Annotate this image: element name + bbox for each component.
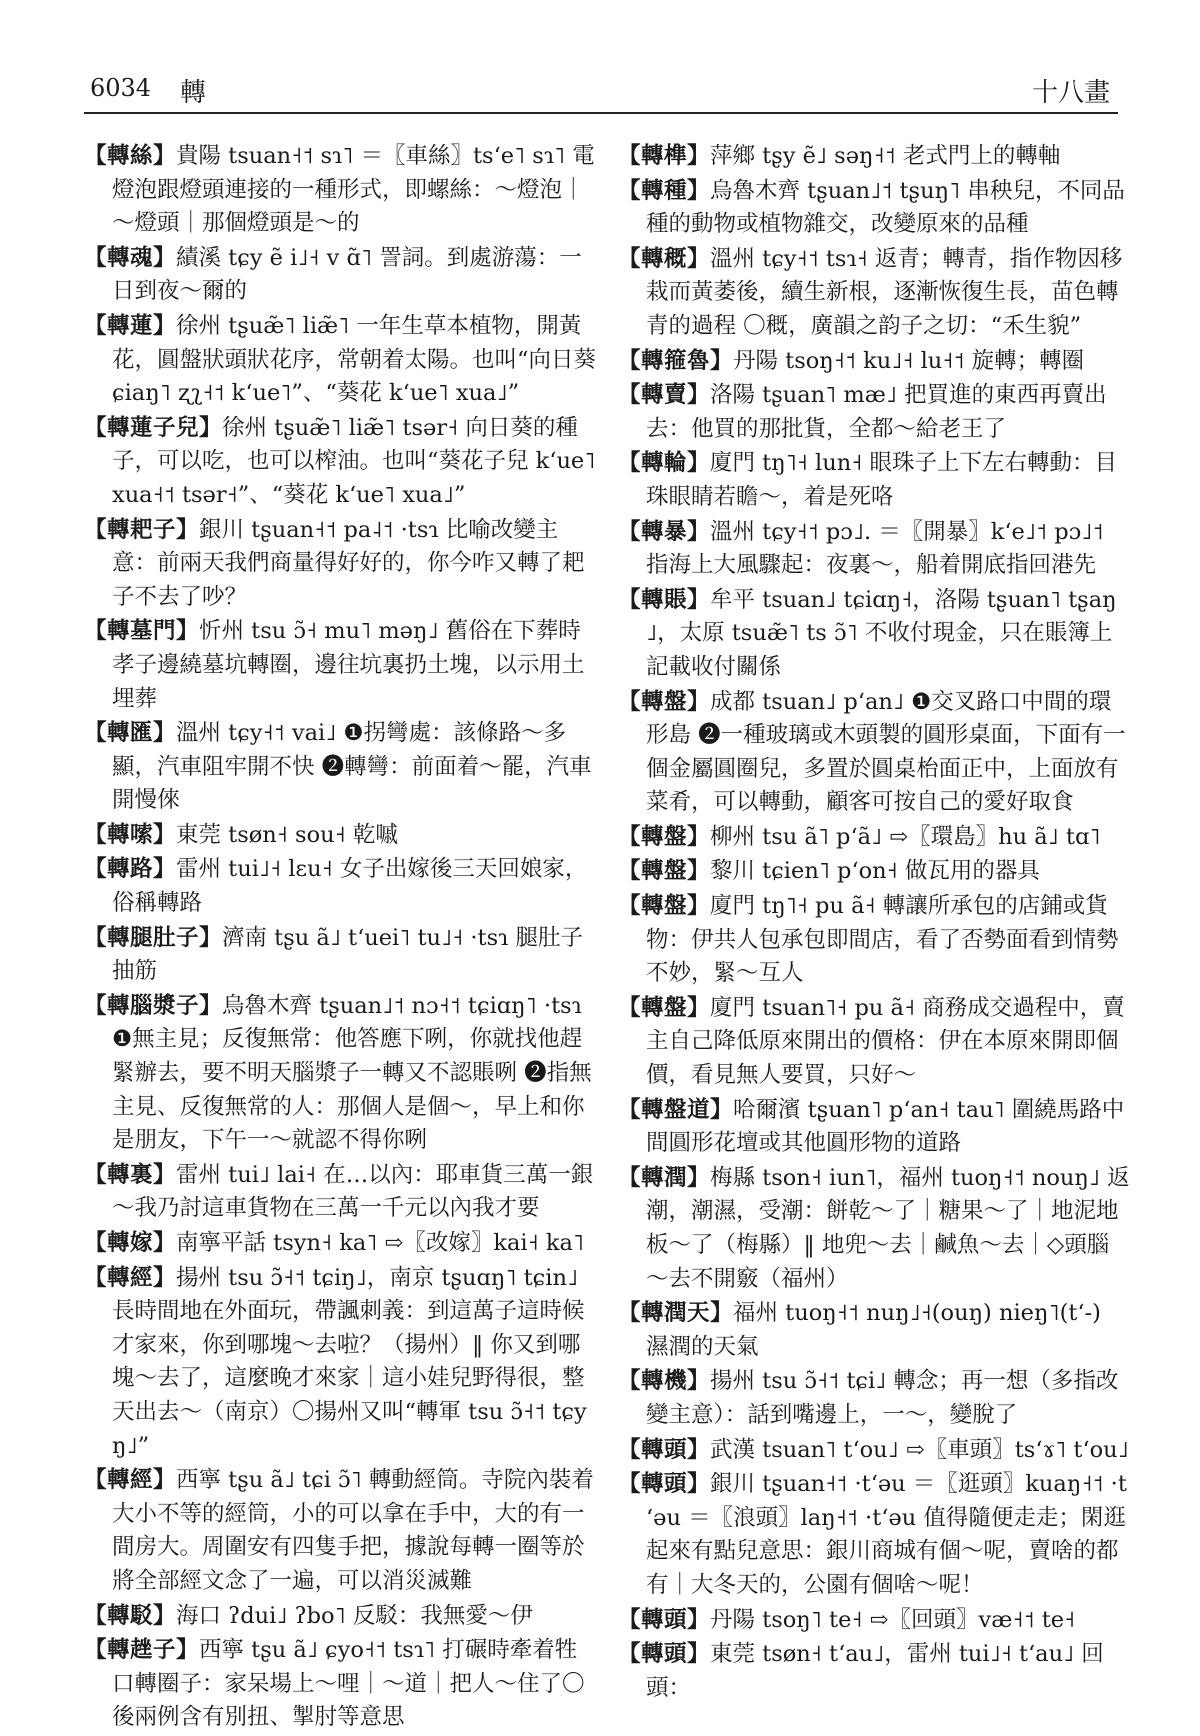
entry-headword: 【轉機】 [618, 1368, 711, 1395]
entry-headword: 【轉頭】 [618, 1641, 711, 1668]
entry-definition: 績溪 tɕy ẽ i˩˧ v ɑ̃˥ 詈詞。到處游蕩：一日到夜～爾的 [112, 244, 582, 305]
entry-definition: 黎川 tɕien˥ pʻon˧ 做瓦用的器具 [710, 858, 1040, 885]
entry-definition: 西寧 tʂu ã˩ ɕyo˧˦ tsɿ˥ 打碾時牽着牲口轉圈子：家呆場上～哩｜～道｜把人～住了〇後兩例含有別扭、掣肘等意思 [112, 1637, 585, 1731]
entry-definition: 雷州 tui˩ lai˧ 在…以內：耶車貨三萬一銀～我乃討這車貨物在三萬一千元以內我才要 [112, 1161, 594, 1222]
dictionary-entry [618, 345, 1130, 379]
dictionary-entry [618, 447, 1130, 514]
dictionary-entry [618, 1365, 1130, 1432]
dictionary-entry [618, 516, 1130, 583]
dictionary-entry [84, 412, 596, 513]
entry-definition: 貴陽 tsuan˧˦ sɿ˥ ＝〖車絲〗tsʻe˥ sɿ˥ 電燈泡跟燈頭連接的一種形式，即螺絲：～燈泡｜～燈頭｜那個燈頭是～的 [112, 143, 595, 237]
dictionary-entry [618, 140, 1130, 174]
dictionary-entry [84, 1464, 596, 1598]
entry-headword: 【轉頭】 [618, 1606, 711, 1633]
entry-definition: 海口 ʔdui˩ ʔbo˥ 反駁：我無愛～伊 [176, 1602, 533, 1629]
entry-definition: 溫州 tɕy˧˦ vai˩ ❶拐彎處：該條路～多顯，汽車阻牢開不快 ❷轉彎：前面着～罷，汽車開慢倈 [112, 720, 592, 814]
entry-headword: 【轉經】 [84, 1467, 177, 1494]
entry-definition: 牟平 tsuan˩ tɕiɑŋ˧，洛陽 tʂuan˥ tʂaŋ˩，太原 tsuæ̃˥ ts ɔ̃˥ 不收付現金，只在賬簿上記載收付關係 [646, 586, 1117, 680]
entry-headword: 【轉魂】 [84, 244, 177, 271]
dictionary-entry [618, 175, 1130, 242]
section-title: 十八畫 [1031, 78, 1110, 108]
entry-headword: 【轉榫】 [618, 143, 711, 169]
entry-headword: 【轉賣】 [618, 382, 711, 409]
entry-headword: 【轉腿肚子】 [84, 924, 223, 951]
entry-headword: 【轉穊】 [618, 245, 711, 272]
dictionary-entry [84, 1262, 596, 1464]
entry-headword: 【轉駁】 [84, 1602, 177, 1629]
entry-headword: 【轉趖子】 [84, 1637, 200, 1664]
entry-headword: 【轉暴】 [618, 518, 711, 545]
entry-definition: 揚州 tsu ɔ̃˧˦ tɕiŋ˩，南京 tʂuɑŋ˥ tɕin˩ 長時間地在外面玩，帶諷刺義：到這萬子這時候才家來，你到哪塊～去啦？（揚州）‖ 你又到哪塊～去了，這麼晚才來家｜這小娃兒野得很，整天出去～（南京）〇揚州又叫“轉軍 tsu ɔ̃˧˦ tɕyŋ˩” [112, 1264, 587, 1459]
entry-definition: 溫州 tɕy˧˦ pɔ˩. ＝〖開暴〗kʻe˩˦ pɔ˩˦ 指海上大風驟起：夜裏～，船着開底指回港先 [646, 518, 1104, 579]
entry-headword: 【轉蓮子兒】 [84, 414, 223, 441]
dictionary-entry [618, 890, 1130, 991]
dictionary-entry [84, 819, 596, 853]
entry-headword: 【轉嗦】 [84, 821, 177, 848]
entry-definition: 萍鄉 tʂy ẽ˩ səŋ˧˦ 老式門上的轉軸 [710, 143, 1061, 169]
dictionary-entry [618, 1094, 1130, 1161]
dictionary-entry [618, 379, 1130, 446]
dictionary-entry [84, 514, 596, 615]
entry-headword: 【轉頭】 [618, 1471, 711, 1498]
entry-headword: 【轉盤】 [618, 893, 711, 920]
entry-definition: 廈門 tŋ˥˧ lun˧ 眼珠子上下左右轉動：目珠眼睛若瞻～，着是死咯 [646, 450, 1117, 510]
entry-headword: 【轉種】 [618, 177, 711, 204]
dictionary-entry [618, 1604, 1130, 1638]
dictionary-entry [618, 1162, 1130, 1296]
entry-definition: 南寧平話 tsyn˧ ka˥ ⇨〖改嫁〗kai˧ ka˥ [176, 1230, 584, 1256]
dictionary-entry [84, 717, 596, 818]
entry-definition: 忻州 tsu ɔ̃˧ mu˥ məŋ˩ 舊俗在下葬時孝子邊繞墓坑轉圈，邊往坑裏扔土塊，以示用土埋葬 [112, 618, 585, 712]
dictionary-entry [618, 584, 1130, 685]
dictionary-entry [618, 1297, 1130, 1364]
entry-headword: 【轉墓門】 [84, 618, 200, 645]
entry-definition: 丹陽 tsoŋ˧˦ ku˩˧ lu˧˦ 旋轉；轉圈 [733, 347, 1085, 374]
entry-definition: 洛陽 tʂuan˥ mæ˩ 把買進的東西再賣出去：他買的那批貨，全都～給老王了 [646, 382, 1107, 442]
entry-definition: 揚州 tsu ɔ̃˧˦ tɕi˩ 轉念；再一想（多指改變主意）：話到嘴邊上，一～，變脫了 [646, 1368, 1119, 1428]
entry-definition: 徐州 tʂuæ̃˥ liæ̃˥ 一年生草本植物，開黃花，圓盤狀頭狀花序，常朝着太陽。也叫“向日葵 ɕiaŋ˥ ʐʅ˧˦ kʻue˥”、“葵花 kʻue˥ xua˩” [112, 312, 597, 407]
dictionary-entry [84, 310, 596, 411]
page-number: 6034 [90, 74, 152, 102]
dictionary-entry [84, 1159, 596, 1226]
entry-definition: 柳州 tsu ã˥ pʻã˩ ⇨〖環島〗hu ã˩ tɑ˥ [710, 823, 1101, 850]
entry-definition: 廈門 tsuan˥˧ pu ã˧ 商務成交過程中，賣主自己降低原來開出的價格：伊在本原來開即個價，看見無人要買，只好～ [646, 994, 1125, 1089]
dictionary-entry [618, 992, 1130, 1093]
dictionary-entry [618, 1434, 1130, 1468]
entry-headword: 【轉輪】 [618, 450, 711, 477]
entry-definition: 西寧 tʂu ã˩ tɕi ɔ̃˥ 轉動經筒。寺院內裝着大小不等的經筒，小的可以拿在手中，大的有一間房大。周圍安有四隻手把，據說每轉一圈等於將全部經文念了一遍，可以消災滅難 [112, 1467, 594, 1594]
entry-headword: 【轉盤道】 [618, 1096, 734, 1123]
entry-headword: 【轉匯】 [84, 720, 177, 747]
entry-definition: 烏魯木齊 tʂuan˩˦ nɔ˧˦ tɕiɑŋ˥ ·tsɿ ❶無主見；反復無常：他答應下咧，你就找他趕緊辦去，要不明天腦漿子一轉又不認賬咧 ❷指無主見、反復無常的人：那個人是個～，早上和你是朋友，下午一～就認不得你咧 [112, 992, 592, 1154]
dictionary-entry [84, 615, 596, 716]
entry-headword: 【轉嫁】 [84, 1230, 177, 1256]
entry-definition: 烏魯木齊 tʂuan˩˦ tʂuŋ˥ 串秧兒，不同品種的動物或植物雜交，改變原來的品種 [646, 177, 1125, 238]
entry-headword: 【轉賬】 [618, 586, 711, 613]
entry-definition: 廈門 tŋ˥˧ pu ã˧ 轉讓所承包的店鋪或貨物：伊共人包承包即間店，看了否勢面看到情勢不妙，緊～互人 [646, 893, 1119, 987]
entry-definition: 銀川 tʂuan˧˦ pa˨˦ ·tsɿ 比喻改變主意：前兩天我們商量得好好的，你今咋又轉了耙子不去了吵？ [112, 516, 585, 610]
dictionary-entry [618, 1638, 1130, 1705]
entry-headword: 【轉潤】 [618, 1164, 711, 1191]
head-character: 轉 [180, 78, 207, 108]
entry-headword: 【轉箍魯】 [618, 347, 734, 374]
entry-headword: 【轉盤】 [618, 688, 711, 715]
running-header [84, 68, 1118, 114]
entry-headword: 【轉盤】 [618, 823, 711, 850]
entry-definition: 徐州 tʂuæ̃˥ liæ̃˥ tsər˧ 向日葵的種子，可以吃，也可以榨油。也叫“葵花子兒 kʻue˥ xua˧˦ tsər˧”、“葵花 kʻue˥ xua˩” [112, 414, 596, 508]
dictionary-entry [84, 242, 596, 309]
dictionary-entry [618, 243, 1130, 344]
dictionary-entry [84, 1600, 596, 1634]
dictionary-entry [618, 686, 1130, 820]
entry-headword: 【轉腦漿子】 [84, 992, 223, 1019]
entry-definition: 成都 tsuan˩ pʻan˩ ❶交叉路口中間的環形島 ❷一種玻璃或木頭製的圓形桌面，下面有一個金屬圓圈兒，多置於圓桌枱面正中，上面放有菜肴，可以轉動，顧客可按自己的愛好取食 [646, 688, 1126, 816]
entry-definition: 梅縣 tson˧ iun˥，福州 tuoŋ˧˦ nouŋ˩ 返潮，潮濕，受潮：餅乾～了｜糖果～了｜地泥地板～了（梅縣）‖ 地兜～去｜鹹魚～去｜◇頭腦～去不開竅（福州） [646, 1164, 1130, 1292]
dictionary-entry [84, 990, 596, 1158]
entry-headword: 【轉裏】 [84, 1161, 177, 1188]
entry-headword: 【轉蓮】 [84, 312, 177, 339]
entry-definition: 哈爾濱 tʂuan˥ pʻan˧ tau˥ 圍繞馬路中間圓形花壇或其他圓形物的道路 [646, 1096, 1125, 1157]
dictionary-entry [618, 821, 1130, 855]
entry-headword: 【轉盤】 [618, 858, 711, 885]
dictionary-entry [84, 1227, 596, 1261]
entry-definition: 東莞 tsøn˧ tʻau˩，雷州 tui˩˧ tʻau˩ 回頭： [646, 1641, 1104, 1701]
dictionary-entry [618, 1468, 1130, 1602]
entry-definition: 東莞 tsøn˧ sou˧ 乾嘁 [176, 821, 398, 848]
entry-definition: 溫州 tɕy˧˦ tsɿ˧ 返青；轉青，指作物因移栽而黃萎後，續生新根，逐漸恢復生長，苗色轉青的過程 〇穊，廣韻之韵子之切：“禾生貌” [646, 245, 1123, 339]
dictionary-entry [618, 855, 1130, 889]
entry-definition: 福州 tuoŋ˧˦ nuŋ˩˧(ouŋ) nieŋ˥(tʻ-) 濕潤的天氣 [646, 1300, 1101, 1360]
left-column [84, 140, 596, 1736]
entry-headword: 【轉經】 [84, 1264, 177, 1291]
entry-definition: 濟南 tʂu ã˩ tʻuei˥ tu˩˧ ·tsɿ 腿肚子抽筋 [112, 924, 583, 985]
dictionary-entry [84, 1634, 596, 1735]
entry-headword: 【轉耙子】 [84, 516, 200, 543]
entry-definition: 武漢 tsuan˥ tʻou˩ ⇨〖車頭〗tsʻɤ˥ tʻou˩ [710, 1436, 1129, 1463]
entry-headword: 【轉頭】 [618, 1436, 711, 1463]
entry-headword: 【轉絲】 [84, 143, 177, 169]
entry-headword: 【轉潤天】 [618, 1300, 734, 1327]
dictionary-entry [84, 140, 596, 241]
dictionary-entry [84, 922, 596, 989]
entry-definition: 丹陽 tsoŋ˥ te˧ ⇨〖回頭〗væ˧˦ te˧ [710, 1606, 1076, 1633]
right-column [618, 140, 1130, 1706]
entry-definition: 雷州 tui˩˧ lɛu˧ 女子出嫁後三天回娘家，俗稱轉路 [112, 856, 588, 917]
entry-headword: 【轉路】 [84, 856, 177, 883]
dictionary-entry [84, 853, 596, 920]
entry-definition: 銀川 tʂuan˧˦ ·tʻəu ＝〖逛頭〗kuaŋ˧˦ ·tʻəu ＝〖浪頭〗laŋ˧˦ ·tʻəu 值得隨便走走；閑逛起來有點兒意思：銀川商城有個～呢，賣啥的都有｜大冬天的，公園有個啥～呢！ [646, 1471, 1127, 1598]
entry-headword: 【轉盤】 [618, 994, 711, 1021]
